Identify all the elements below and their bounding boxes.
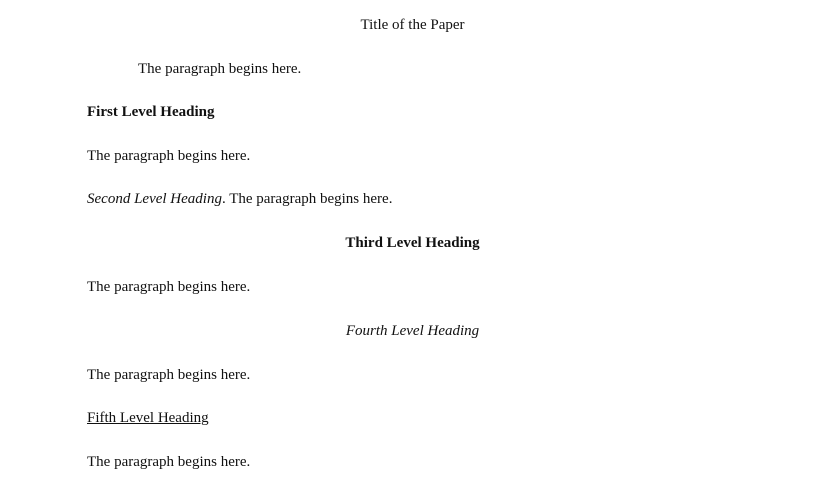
second-level-line <box>87 190 392 208</box>
intro-paragraph: The paragraph begins here. <box>138 61 302 77</box>
third-level-heading: Third Level Heading <box>345 235 480 251</box>
second-level-heading: Second Level Heading <box>87 191 222 207</box>
fifth-level-paragraph: The paragraph begins here. <box>87 454 251 470</box>
fourth-level-heading: Fourth Level Heading <box>345 323 480 339</box>
second-level-heading-punct: . <box>221 191 226 207</box>
fourth-level-paragraph: The paragraph begins here. <box>87 367 251 383</box>
third-level-paragraph: The paragraph begins here. <box>87 279 251 295</box>
fifth-level-heading: Fifth Level Heading <box>87 410 209 426</box>
first-level-paragraph: The paragraph begins here. <box>87 148 251 164</box>
paper-title: Title of the Paper <box>360 17 465 33</box>
second-level-paragraph: The paragraph begins here. <box>225 191 393 207</box>
first-level-heading: First Level Heading <box>87 104 215 120</box>
